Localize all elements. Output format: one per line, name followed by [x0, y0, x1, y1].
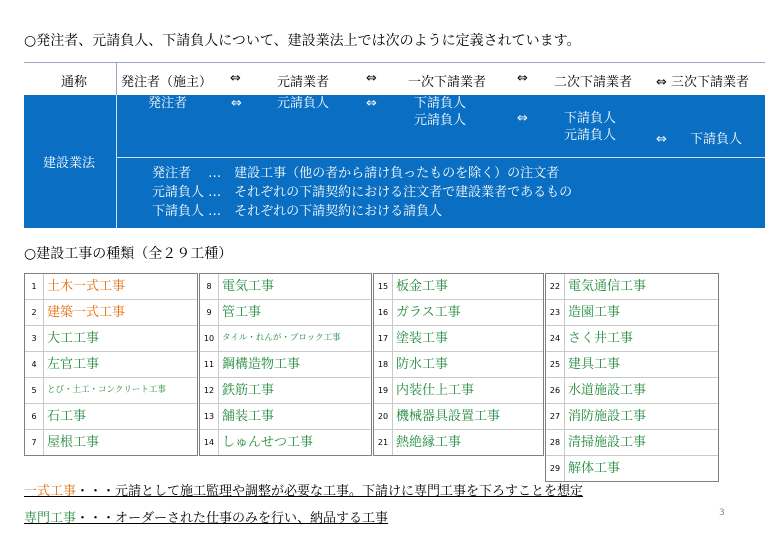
type-name: 舗装工事 [222, 409, 275, 424]
types-row [546, 456, 718, 481]
types-row [25, 274, 197, 300]
law-arrow-3: ⇔ [517, 111, 528, 126]
types-row [546, 378, 718, 404]
types-row [200, 404, 371, 430]
type-number: 16 [374, 300, 393, 325]
row-label-law: 建設業法 [43, 156, 96, 171]
types-row [374, 274, 543, 300]
types-row [374, 326, 543, 352]
type-name: 鋼構造物工事 [222, 357, 301, 372]
type-number: 6 [25, 404, 44, 429]
types-column [373, 273, 544, 456]
type-number: 11 [200, 352, 219, 377]
note-specialty-text: ・・・オーダーされた仕事のみを行い、納品する工事 [76, 511, 389, 526]
type-number: 15 [374, 274, 393, 299]
types-row [200, 378, 371, 404]
note-specialty [24, 511, 388, 527]
type-number: 28 [546, 430, 565, 455]
types-row [25, 378, 197, 404]
definition-table [24, 62, 765, 228]
type-name: 塗装工事 [396, 331, 449, 346]
definition-table-header [24, 62, 765, 97]
definition-line-3: 下請負人 … それぞれの下請契約における請負人 [152, 204, 443, 219]
type-number: 3 [25, 326, 44, 351]
types-row [546, 404, 718, 430]
types-row [200, 430, 371, 455]
law-sub1-b: 元請負人 [414, 113, 467, 128]
type-name: 屋根工事 [47, 435, 100, 450]
types-row [200, 274, 371, 300]
law-sub2-b: 元請負人 [564, 128, 617, 143]
type-name: 内装仕上工事 [396, 383, 475, 398]
law-sub1-a: 下請負人 [414, 96, 467, 111]
type-name: ガラス工事 [396, 305, 461, 320]
type-number: 17 [374, 326, 393, 351]
definition-line-1: 発注者 … 建設工事（他の者から請け負ったものを除く）の注文者 [152, 166, 560, 181]
type-name: 水道施設工事 [568, 383, 647, 398]
types-row [25, 430, 197, 455]
definition-table-body [24, 95, 765, 228]
type-number: 1 [25, 274, 44, 299]
type-name: 電気通信工事 [568, 279, 647, 294]
types-row [374, 300, 543, 326]
header-arrow-3: ⇔ [517, 71, 528, 86]
header-label: 通称 [61, 75, 88, 90]
type-name: 板金工事 [396, 279, 449, 294]
type-name: 大工工事 [47, 331, 100, 346]
type-number: 19 [374, 378, 393, 403]
types-row [374, 352, 543, 378]
definition-line-2: 元請負人 … それぞれの下請契約における注文者で建設業者であるもの [152, 185, 573, 200]
header-sub1: 一次下請業者 [408, 75, 487, 90]
type-name: 建具工事 [568, 357, 621, 372]
types-row [200, 352, 371, 378]
type-number: 5 [25, 378, 44, 403]
heading-definitions: ○発注者、元請負人、下請負人について、建設業法上では次のように定義されています。 [24, 33, 581, 49]
heading-types: ○建設工事の種類（全２９工種） [24, 246, 233, 262]
type-number: 10 [200, 326, 219, 351]
header-client: 発注者（施主） [121, 75, 213, 90]
type-name: とび・土工・コンクリート工事 [47, 385, 166, 395]
type-name: 防水工事 [396, 357, 449, 372]
type-name: タイル・れんが・ブロック工事 [222, 333, 341, 343]
types-column [545, 273, 719, 482]
types-row [374, 404, 543, 430]
types-row [25, 352, 197, 378]
types-row [546, 326, 718, 352]
type-name: 土木一式工事 [47, 279, 126, 294]
type-name: 熱絶縁工事 [396, 435, 462, 450]
types-row [25, 300, 197, 326]
types-column [199, 273, 372, 456]
header-sub3: ⇔ 三次下請業者 [656, 75, 750, 90]
type-number: 24 [546, 326, 565, 351]
type-number: 23 [546, 300, 565, 325]
type-name: 清掃施設工事 [568, 435, 647, 450]
law-sub3: 下請負人 [690, 132, 743, 147]
type-name: 石工事 [47, 409, 87, 424]
types-row [546, 430, 718, 456]
header-prime: 元請業者 [277, 75, 330, 90]
types-row [546, 300, 718, 326]
type-number: 14 [200, 430, 219, 455]
page-number: 3 [719, 508, 725, 518]
type-name: 鉄筋工事 [222, 383, 275, 398]
type-number: 7 [25, 430, 44, 455]
law-arrow-4: ⇔ [656, 132, 667, 147]
types-row [25, 404, 197, 430]
types-row [200, 300, 371, 326]
type-number: 13 [200, 404, 219, 429]
type-name: さく井工事 [568, 331, 634, 346]
type-name: 機械器具設置工事 [396, 409, 501, 424]
type-number: 29 [546, 456, 565, 481]
note-lump-sum [24, 484, 583, 500]
note-lump-sum-term: 一式工事 [24, 484, 77, 499]
types-row [374, 378, 543, 404]
note-lump-sum-text: ・・・元請として施工監理や調整が必要な工事。下請けに専門工事を下ろすことを想定 [76, 484, 584, 499]
type-number: 27 [546, 404, 565, 429]
type-name: 消防施設工事 [568, 409, 647, 424]
law-prime: 元請負人 [277, 96, 330, 111]
type-name: 建築一式工事 [47, 305, 126, 320]
type-number: 12 [200, 378, 219, 403]
types-column [24, 273, 198, 456]
types-row [374, 430, 543, 455]
note-specialty-term: 専門工事 [24, 511, 77, 526]
type-number: 26 [546, 378, 565, 403]
type-number: 20 [374, 404, 393, 429]
type-number: 22 [546, 274, 565, 299]
type-name: 電気工事 [222, 279, 275, 294]
law-arrow-2: ⇔ [366, 96, 377, 111]
header-sub2: 二次下請業者 [554, 75, 633, 90]
types-row [25, 326, 197, 352]
header-arrow-2: ⇔ [366, 71, 377, 86]
law-arrow-1: ⇔ [231, 96, 242, 111]
type-name: 解体工事 [568, 461, 621, 476]
type-name: 管工事 [222, 305, 262, 320]
type-name: 造園工事 [568, 305, 621, 320]
type-number: 21 [374, 430, 393, 455]
type-number: 25 [546, 352, 565, 377]
law-client: 発注者 [148, 96, 188, 111]
type-name: 左官工事 [47, 357, 100, 372]
type-number: 2 [25, 300, 44, 325]
type-number: 18 [374, 352, 393, 377]
types-row [200, 326, 371, 352]
type-number: 9 [200, 300, 219, 325]
header-arrow-1: ⇔ [230, 71, 241, 86]
type-name: しゅんせつ工事 [222, 435, 314, 450]
law-sub2-a: 下請負人 [564, 111, 617, 126]
types-row [546, 352, 718, 378]
types-row [546, 274, 718, 300]
type-number: 4 [25, 352, 44, 377]
type-number: 8 [200, 274, 219, 299]
